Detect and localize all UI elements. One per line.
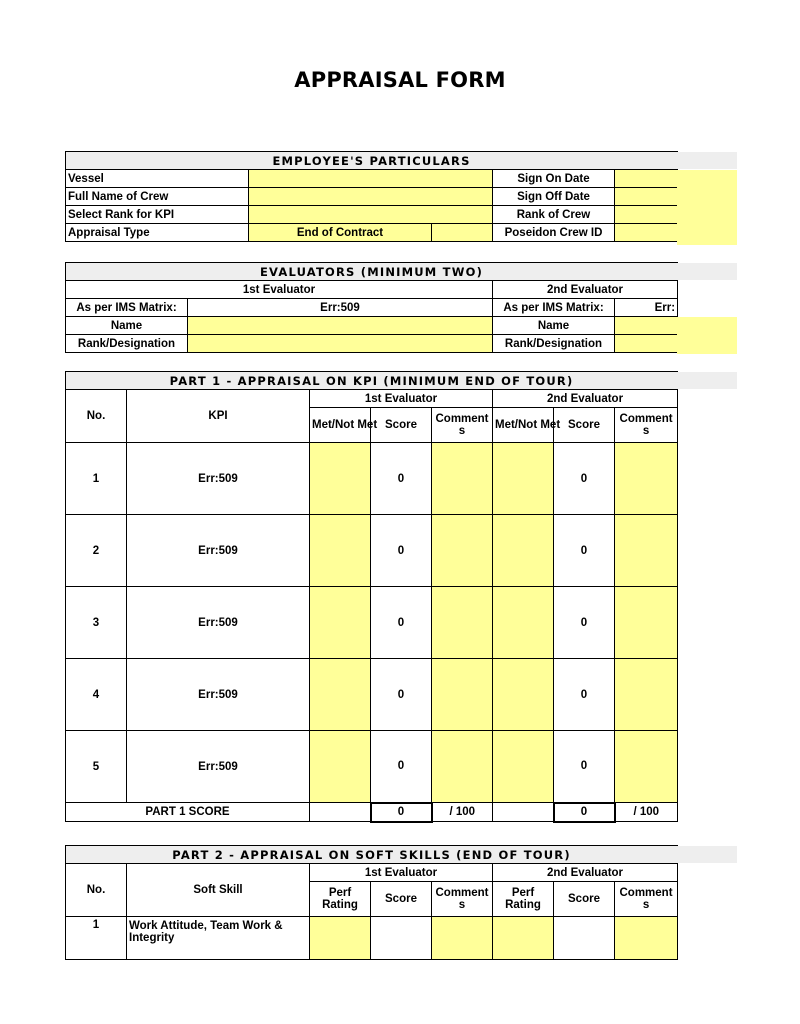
met-field-2[interactable] — [493, 515, 554, 587]
skill-comments-1[interactable] — [432, 917, 493, 960]
met-field-2[interactable] — [493, 587, 554, 659]
kpi-no: 4 — [66, 659, 127, 731]
met-field-1[interactable] — [310, 515, 371, 587]
page-title: APPRAISAL FORM — [294, 68, 506, 92]
part1-total-spacer-2 — [493, 803, 554, 822]
part1-kpi-header: KPI — [127, 390, 310, 443]
part1-section — [65, 371, 677, 823]
met-field-2[interactable] — [493, 659, 554, 731]
perf-field-1[interactable] — [310, 917, 371, 960]
part2-first-evaluator: 1st Evaluator — [310, 864, 493, 882]
evaluator1-name-field[interactable] — [188, 317, 493, 335]
ims-matrix-label: As per IMS Matrix: — [66, 299, 188, 317]
evaluator-rank-label: Rank/Designation — [66, 335, 188, 353]
evaluator2-name-field[interactable] — [615, 317, 678, 335]
skill-comments-2[interactable] — [615, 917, 678, 960]
vessel-field[interactable] — [249, 170, 493, 188]
comments-field-2[interactable] — [615, 587, 678, 659]
part2-no-header: No. — [66, 864, 127, 917]
met-field-1[interactable] — [310, 443, 371, 515]
table-row — [66, 659, 678, 731]
part2-score-header-1: Score — [371, 882, 432, 917]
rank-of-crew-field[interactable] — [615, 206, 678, 224]
comments-field-2[interactable] — [615, 515, 678, 587]
appraisal-type-label: Appraisal Type — [66, 224, 249, 242]
evaluator-rank-label-2: Rank/Designation — [493, 335, 615, 353]
sign-on-date-label: Sign On Date — [493, 170, 615, 188]
kpi-name: Err:509 — [127, 443, 310, 515]
part1-first-evaluator: 1st Evaluator — [310, 390, 493, 408]
employee-particulars-section — [65, 151, 677, 242]
appraisal-type-extra[interactable] — [432, 224, 493, 242]
part2-section — [65, 845, 677, 960]
comments-field-2[interactable] — [615, 731, 678, 803]
table-row — [66, 917, 678, 960]
crew-id-label: Poseidon Crew ID — [493, 224, 615, 242]
part2-perf-header-2: Perf Rating — [493, 882, 554, 917]
part1-total-2: 0 — [554, 803, 615, 822]
score-1: 0 — [371, 731, 432, 803]
ims-matrix-value-2: Err: — [615, 299, 678, 317]
comments-field-1[interactable] — [432, 443, 493, 515]
evaluator1-rank-field[interactable] — [188, 335, 493, 353]
appraisal-type-select[interactable]: End of Contract — [249, 224, 432, 242]
score-1: 0 — [371, 515, 432, 587]
sign-off-date-label: Sign Off Date — [493, 188, 615, 206]
vessel-label: Vessel — [66, 170, 249, 188]
rank-kpi-field[interactable] — [249, 206, 493, 224]
comments-field-1[interactable] — [432, 587, 493, 659]
evaluators-header: EVALUATORS (MINIMUM TWO) — [66, 263, 678, 281]
table-row — [66, 587, 678, 659]
kpi-name: Err:509 — [127, 515, 310, 587]
comments-field-1[interactable] — [432, 515, 493, 587]
skill-score-1 — [371, 917, 432, 960]
score-1: 0 — [371, 659, 432, 731]
comments-field-2[interactable] — [615, 443, 678, 515]
kpi-no: 5 — [66, 731, 127, 803]
part1-score-header-2: Score — [554, 408, 615, 443]
rank-of-crew-label: Rank of Crew — [493, 206, 615, 224]
part1-score-label: PART 1 SCORE — [66, 803, 310, 822]
part2-header: PART 2 - APPRAISAL ON SOFT SKILLS (END OF TOUR) — [66, 846, 678, 864]
ims-matrix-value: Err:509 — [188, 299, 493, 317]
evaluators-section — [65, 262, 677, 353]
rank-kpi-label: Select Rank for KPI — [66, 206, 249, 224]
score-2: 0 — [554, 443, 615, 515]
met-field-2[interactable] — [493, 731, 554, 803]
part2-comments-header-2: Comments — [615, 882, 678, 917]
part1-total-1: 0 — [371, 803, 432, 822]
part1-comments-header-2: Comments — [615, 408, 678, 443]
score-1: 0 — [371, 443, 432, 515]
table-row — [66, 443, 678, 515]
score-2: 0 — [554, 731, 615, 803]
part1-total-spacer-1 — [310, 803, 371, 822]
evaluator2-rank-field[interactable] — [615, 335, 678, 353]
part1-comments-header-1: Comments — [432, 408, 493, 443]
part1-out-of-2: / 100 — [615, 803, 678, 822]
skill-name: Work Attitude, Team Work & Integrity — [127, 917, 310, 960]
score-2: 0 — [554, 659, 615, 731]
part2-comments-header-1: Comments — [432, 882, 493, 917]
comments-field-1[interactable] — [432, 659, 493, 731]
score-2: 0 — [554, 515, 615, 587]
part2-score-header-2: Score — [554, 882, 615, 917]
kpi-name: Err:509 — [127, 731, 310, 803]
kpi-no: 2 — [66, 515, 127, 587]
evaluator-name-label: Name — [66, 317, 188, 335]
part2-second-evaluator: 2nd Evaluator — [493, 864, 678, 882]
ims-matrix-label-2: As per IMS Matrix: — [493, 299, 615, 317]
kpi-name: Err:509 — [127, 659, 310, 731]
employee-particulars-header: EMPLOYEE'S PARTICULARS — [66, 152, 678, 170]
comments-field-1[interactable] — [432, 731, 493, 803]
skill-no: 1 — [66, 917, 127, 960]
part1-no-header: No. — [66, 390, 127, 443]
met-field-1[interactable] — [310, 731, 371, 803]
met-field-2[interactable] — [493, 443, 554, 515]
second-evaluator-label: 2nd Evaluator — [493, 281, 678, 299]
comments-field-2[interactable] — [615, 659, 678, 731]
met-field-1[interactable] — [310, 659, 371, 731]
score-2: 0 — [554, 587, 615, 659]
part1-second-evaluator: 2nd Evaluator — [493, 390, 678, 408]
table-row — [66, 515, 678, 587]
score-1: 0 — [371, 587, 432, 659]
part1-out-of-1: / 100 — [432, 803, 493, 822]
first-evaluator-label: 1st Evaluator — [66, 281, 493, 299]
part2-perf-header-1: Perf Rating — [310, 882, 371, 917]
perf-field-2[interactable] — [493, 917, 554, 960]
crew-id-field[interactable] — [615, 224, 678, 242]
part1-header: PART 1 - APPRAISAL ON KPI (MINIMUM END OF TOUR) — [66, 372, 678, 390]
evaluator-name-label-2: Name — [493, 317, 615, 335]
part1-met-header-2: Met/Not Met — [493, 408, 554, 443]
met-field-1[interactable] — [310, 587, 371, 659]
part1-score-header-1: Score — [371, 408, 432, 443]
sign-off-date-field[interactable] — [615, 188, 678, 206]
full-name-field[interactable] — [249, 188, 493, 206]
kpi-no: 1 — [66, 443, 127, 515]
table-row — [66, 731, 678, 803]
full-name-label: Full Name of Crew — [66, 188, 249, 206]
kpi-name: Err:509 — [127, 587, 310, 659]
part1-met-header-1: Met/Not Met — [310, 408, 371, 443]
skill-score-2 — [554, 917, 615, 960]
sign-on-date-field[interactable] — [615, 170, 678, 188]
kpi-no: 3 — [66, 587, 127, 659]
part2-skill-header: Soft Skill — [127, 864, 310, 917]
